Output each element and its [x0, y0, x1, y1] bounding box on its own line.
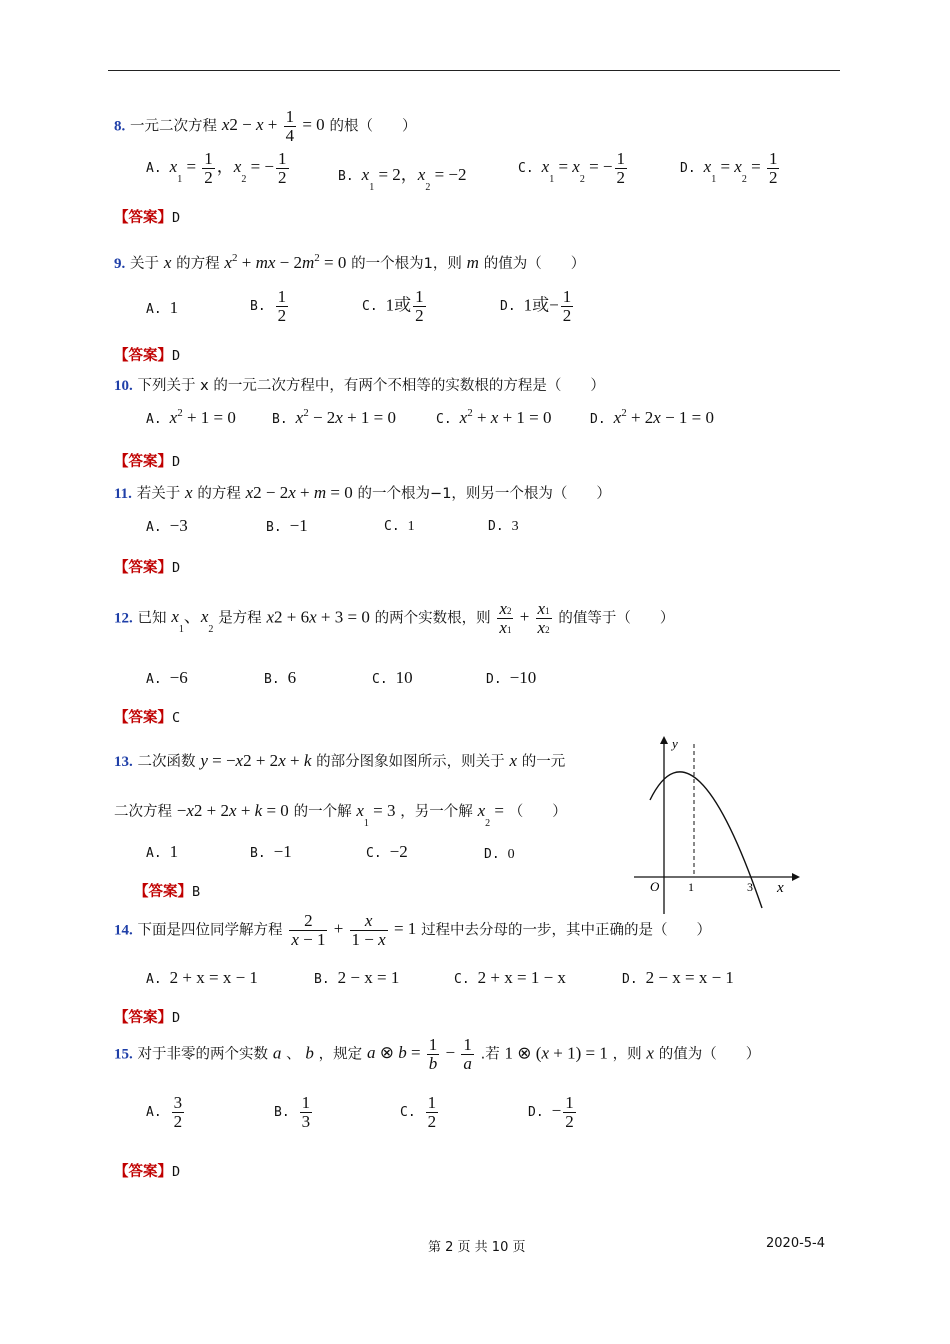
- answer-8: 【答案】D: [114, 210, 181, 226]
- answer-15: 【答案】D: [114, 1164, 181, 1180]
- question-stem: 一元二次方程: [130, 118, 218, 135]
- equation: $x^2$ + mx − $2m^2 = 0$: [224, 252, 347, 272]
- question-11: 11. 若关于 x 的方程 x2 − 2x + m = 0 的一个根为−1，则另一个根为（ ）: [114, 483, 611, 502]
- option-b[interactable]: B. 6: [264, 668, 297, 687]
- option-b[interactable]: B. −1: [250, 842, 292, 861]
- question-number: 8.: [114, 118, 126, 135]
- equation: x2 − x + $\frac{1}{4}$ = 0: [221, 107, 325, 145]
- option-a[interactable]: A. $\frac{3}{2}$: [146, 1093, 183, 1131]
- option-a[interactable]: A. $x_1$ = $\frac{1}{2}$ ，$x_2$ = − $\frac{1}{2}$: [146, 149, 287, 187]
- x-axis-arrow: [792, 873, 800, 881]
- question-8: [114, 108, 634, 145]
- equation: $\frac{2}{x - 1}$ + $\frac{x}{1 - x}$ = 1: [291, 911, 417, 949]
- option-c[interactable]: C. $x_1 = x_2$ = − $\frac{1}{2}$: [518, 149, 626, 187]
- y-axis-arrow: [660, 736, 668, 744]
- parabola-graph: [630, 730, 800, 916]
- option-b[interactable]: B. $x_1 = 2$，$x_2 = -2$: [338, 165, 467, 193]
- question-15: 15. 对于非零的两个实数 a 、 b ，规定 a ⊗ b = $\frac{1}{b}$ − $\frac{1}{a}$ .若 1 ⊗ (x + 1) = 1 ，则 x 的值为（ ）: [114, 1035, 761, 1073]
- option-c[interactable]: C. 2 + x = 1 − x: [454, 968, 566, 987]
- option-d[interactable]: D. 2 − x = x − 1: [622, 968, 734, 987]
- option-c[interactable]: C. 1或 $\frac{1}{2}$: [362, 287, 424, 325]
- question-number: 12.: [114, 610, 133, 627]
- parabola-curve: [650, 772, 762, 908]
- question-13-line2: 二次方程 −x2 + 2x + k = 0 的一个解 $x_1 = 3$ ，另一个解 $x_2$ = （ ）: [114, 801, 567, 829]
- page-number: 第 2 页 共 10 页: [428, 1240, 526, 1255]
- answer-9: 【答案】D: [114, 348, 181, 364]
- equation: x2 + 6x + 3 = 0: [266, 607, 370, 627]
- question-9: 9. 关于 x 的方程 $x^2$ + mx − $2m^2 = 0$ 的一个根为1，则 m 的值为（ ）: [114, 252, 586, 272]
- question-number: 15.: [114, 1046, 133, 1063]
- question-14: 14. 下面是四位同学解方程 $\frac{2}{x - 1}$ + $\frac{x}{1 - x}$ = 1 过程中去分母的一步，其中正确的是（ ）: [114, 911, 712, 949]
- option-b[interactable]: B. −1: [266, 516, 308, 535]
- option-c[interactable]: C. 10: [372, 668, 413, 687]
- option-a[interactable]: A. 2 + x = x − 1: [146, 968, 258, 987]
- header-rule: [108, 70, 840, 71]
- option-d[interactable]: D. 0: [484, 847, 515, 862]
- option-b[interactable]: B. $\frac{1}{3}$: [274, 1093, 311, 1131]
- option-d[interactable]: D. − $\frac{1}{2}$: [528, 1093, 574, 1131]
- option-a[interactable]: A. 1: [146, 842, 179, 861]
- option-c[interactable]: C. $x^2 + x + 1 = 0$: [436, 407, 552, 427]
- question-number: 9.: [114, 256, 126, 272]
- option-d[interactable]: D. 3: [488, 519, 519, 534]
- answer-11: 【答案】D: [114, 560, 181, 576]
- option-b[interactable]: B. $\frac{1}{2}$: [250, 287, 287, 325]
- option-b[interactable]: B. 2 − x = 1: [314, 968, 400, 987]
- y-axis-label: y: [672, 736, 678, 751]
- option-b[interactable]: B. $x^2 - 2x + 1 = 0$: [272, 407, 397, 427]
- x-axis-label: x: [777, 880, 784, 896]
- option-d[interactable]: D. $x^2 + 2x - 1 = 0$: [590, 407, 715, 427]
- option-d[interactable]: D. $x_1 = x_2$ = $\frac{1}{2}$: [680, 149, 778, 187]
- equation: x2 − 2x + m = 0: [245, 483, 353, 502]
- option-c[interactable]: C. 1: [384, 519, 415, 534]
- option-a[interactable]: A. −6: [146, 668, 188, 687]
- answer-14: 【答案】D: [114, 1010, 181, 1026]
- option-a[interactable]: A. $x^2 + 1 = 0$: [146, 407, 236, 427]
- question-13: 13. 二次函数 y = −x2 + 2x + k 的部分图象如图所示，则关于 x 的一元: [114, 751, 566, 770]
- footer-date: 2020-5-4: [766, 1236, 826, 1251]
- option-d[interactable]: D. −10: [486, 668, 537, 687]
- answer-13: 【答案】B: [134, 884, 201, 900]
- question-number: 10.: [114, 378, 133, 394]
- question-number: 13.: [114, 754, 133, 770]
- question-stem-end: 的根（ ）: [329, 118, 417, 135]
- question-10: [114, 374, 634, 395]
- question-stem: 下列关于 x 的一元二次方程中，有两个不相等的实数根的方程是（ ）: [137, 378, 605, 394]
- tick-label-1: 1: [688, 880, 694, 894]
- option-c[interactable]: C. −2: [366, 842, 408, 861]
- question-12: 12. 已知 $x_1$、$x_2$ 是方程 x2 + 6x + 3 = 0 的两个实数根，则 $\frac{x2}{x1}$ + $\frac{x1}{x2}$ 的值等于（ ）: [114, 599, 675, 637]
- tick-label-3: 3: [747, 880, 753, 894]
- option-a[interactable]: A. −3: [146, 516, 188, 535]
- origin-label: O: [650, 879, 660, 894]
- question-number: 14.: [114, 922, 133, 939]
- answer-10: 【答案】D: [114, 454, 181, 470]
- option-a[interactable]: A. 1: [146, 298, 179, 317]
- answer-12: 【答案】C: [114, 710, 181, 726]
- question-number: 11.: [114, 486, 132, 502]
- option-c[interactable]: C. $\frac{1}{2}$: [400, 1093, 437, 1131]
- option-d[interactable]: D. 1或− $\frac{1}{2}$: [500, 287, 572, 325]
